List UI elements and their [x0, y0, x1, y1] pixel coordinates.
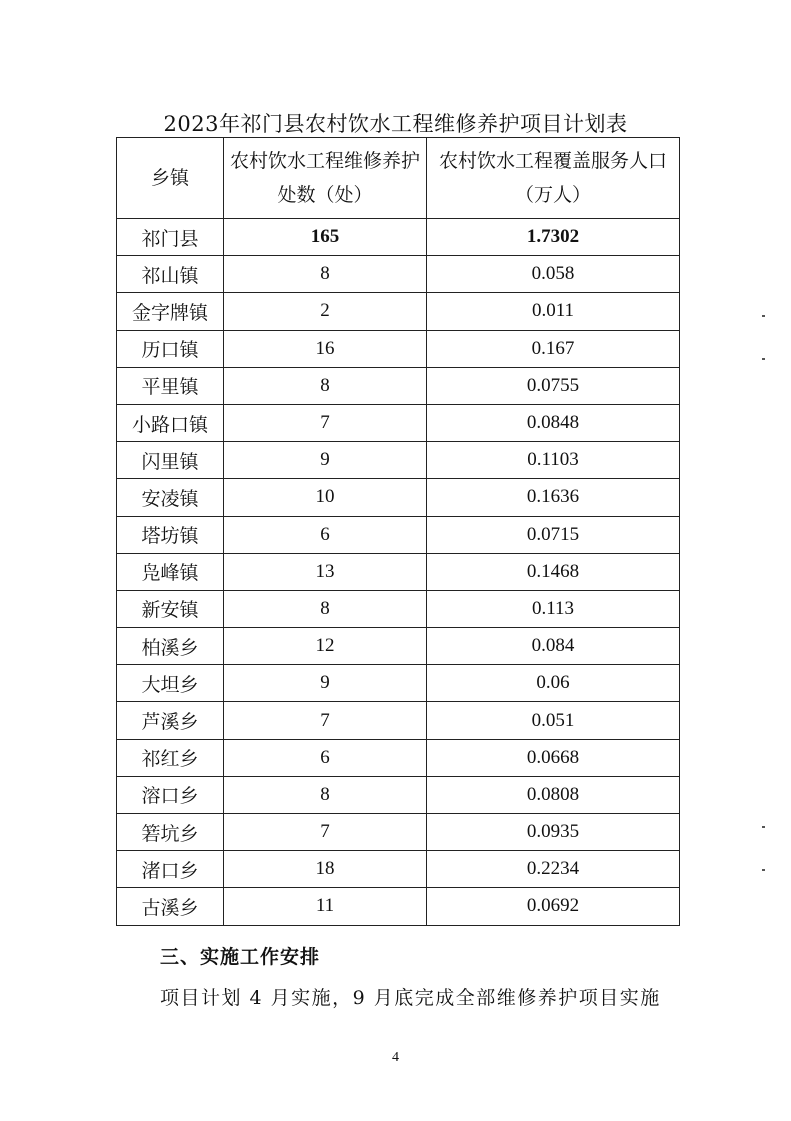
town-cell: 祁门县: [117, 219, 224, 256]
town-cell: 凫峰镇: [117, 553, 224, 590]
population-cell: 0.1468: [427, 553, 680, 590]
population-cell: 0.113: [427, 590, 680, 627]
count-cell: 2: [224, 293, 427, 330]
population-cell: 0.0755: [427, 367, 680, 404]
table-row: [117, 739, 680, 776]
population-cell: 0.011: [427, 293, 680, 330]
count-cell: 12: [224, 628, 427, 665]
count-cell: 165: [224, 219, 427, 256]
town-cell: 新安镇: [117, 590, 224, 627]
count-cell: 6: [224, 739, 427, 776]
table-row: [117, 814, 680, 851]
count-cell: 6: [224, 516, 427, 553]
count-cell: 9: [224, 442, 427, 479]
population-cell: 0.1636: [427, 479, 680, 516]
table-row: [117, 256, 680, 293]
table-row: [117, 553, 680, 590]
table-row-total: [117, 219, 680, 256]
population-cell: 0.2234: [427, 851, 680, 888]
section-heading: 三、实施工作安排: [160, 946, 321, 968]
population-cell: 0.0848: [427, 404, 680, 441]
population-cell: 1.7302: [427, 219, 680, 256]
page-title: 2023年祁门县农村饮水工程维修养护项目计划表: [163, 112, 628, 136]
header-town: 乡镇: [117, 138, 224, 219]
table-row: [117, 590, 680, 627]
count-cell: 7: [224, 404, 427, 441]
town-cell: 安凌镇: [117, 479, 224, 516]
population-cell: 0.0715: [427, 516, 680, 553]
town-cell: 闪里镇: [117, 442, 224, 479]
page-number: 4: [392, 1050, 399, 1065]
count-cell: 16: [224, 330, 427, 367]
table-row: [117, 442, 680, 479]
count-cell: 11: [224, 888, 427, 925]
body-paragraph: 项目计划 4 月实施，9 月底完成全部维修养护项目实施: [160, 987, 661, 1009]
count-cell: 8: [224, 590, 427, 627]
count-cell: 7: [224, 702, 427, 739]
maintenance-plan-table: [116, 137, 680, 926]
table-row: [117, 404, 680, 441]
count-cell: 8: [224, 256, 427, 293]
population-cell: 0.167: [427, 330, 680, 367]
town-cell: 历口镇: [117, 330, 224, 367]
table-row: [117, 702, 680, 739]
population-cell: 0.0935: [427, 814, 680, 851]
town-cell: 祁山镇: [117, 256, 224, 293]
town-cell: 金字牌镇: [117, 293, 224, 330]
population-cell: 0.06: [427, 665, 680, 702]
table-row: [117, 888, 680, 925]
count-cell: 13: [224, 553, 427, 590]
population-cell: 0.058: [427, 256, 680, 293]
town-cell: 小路口镇: [117, 404, 224, 441]
table-row: [117, 776, 680, 813]
population-cell: 0.0668: [427, 739, 680, 776]
scan-speck: [762, 358, 765, 360]
count-cell: 8: [224, 776, 427, 813]
town-cell: 柏溪乡: [117, 628, 224, 665]
population-cell: 0.084: [427, 628, 680, 665]
town-cell: 大坦乡: [117, 665, 224, 702]
population-cell: 0.1103: [427, 442, 680, 479]
count-cell: 8: [224, 367, 427, 404]
count-cell: 10: [224, 479, 427, 516]
scan-speck: [762, 826, 765, 828]
population-cell: 0.0808: [427, 776, 680, 813]
count-cell: 9: [224, 665, 427, 702]
town-cell: 溶口乡: [117, 776, 224, 813]
table-row: [117, 665, 680, 702]
table-row: [117, 479, 680, 516]
table-header-row: [117, 138, 680, 219]
population-cell: 0.051: [427, 702, 680, 739]
count-cell: 7: [224, 814, 427, 851]
population-cell: 0.0692: [427, 888, 680, 925]
table-row: [117, 293, 680, 330]
town-cell: 古溪乡: [117, 888, 224, 925]
table-row: [117, 516, 680, 553]
table-row: [117, 330, 680, 367]
table-row: [117, 851, 680, 888]
town-cell: 祁红乡: [117, 739, 224, 776]
count-cell: 18: [224, 851, 427, 888]
table-row: [117, 628, 680, 665]
scan-speck: [762, 869, 765, 871]
header-count: 农村饮水工程维修养护处数（处）: [224, 138, 427, 219]
town-cell: 渚口乡: [117, 851, 224, 888]
header-population: 农村饮水工程覆盖服务人口（万人）: [427, 138, 680, 219]
scan-speck: [762, 315, 765, 317]
town-cell: 箬坑乡: [117, 814, 224, 851]
table-row: [117, 367, 680, 404]
town-cell: 平里镇: [117, 367, 224, 404]
town-cell: 塔坊镇: [117, 516, 224, 553]
town-cell: 芦溪乡: [117, 702, 224, 739]
